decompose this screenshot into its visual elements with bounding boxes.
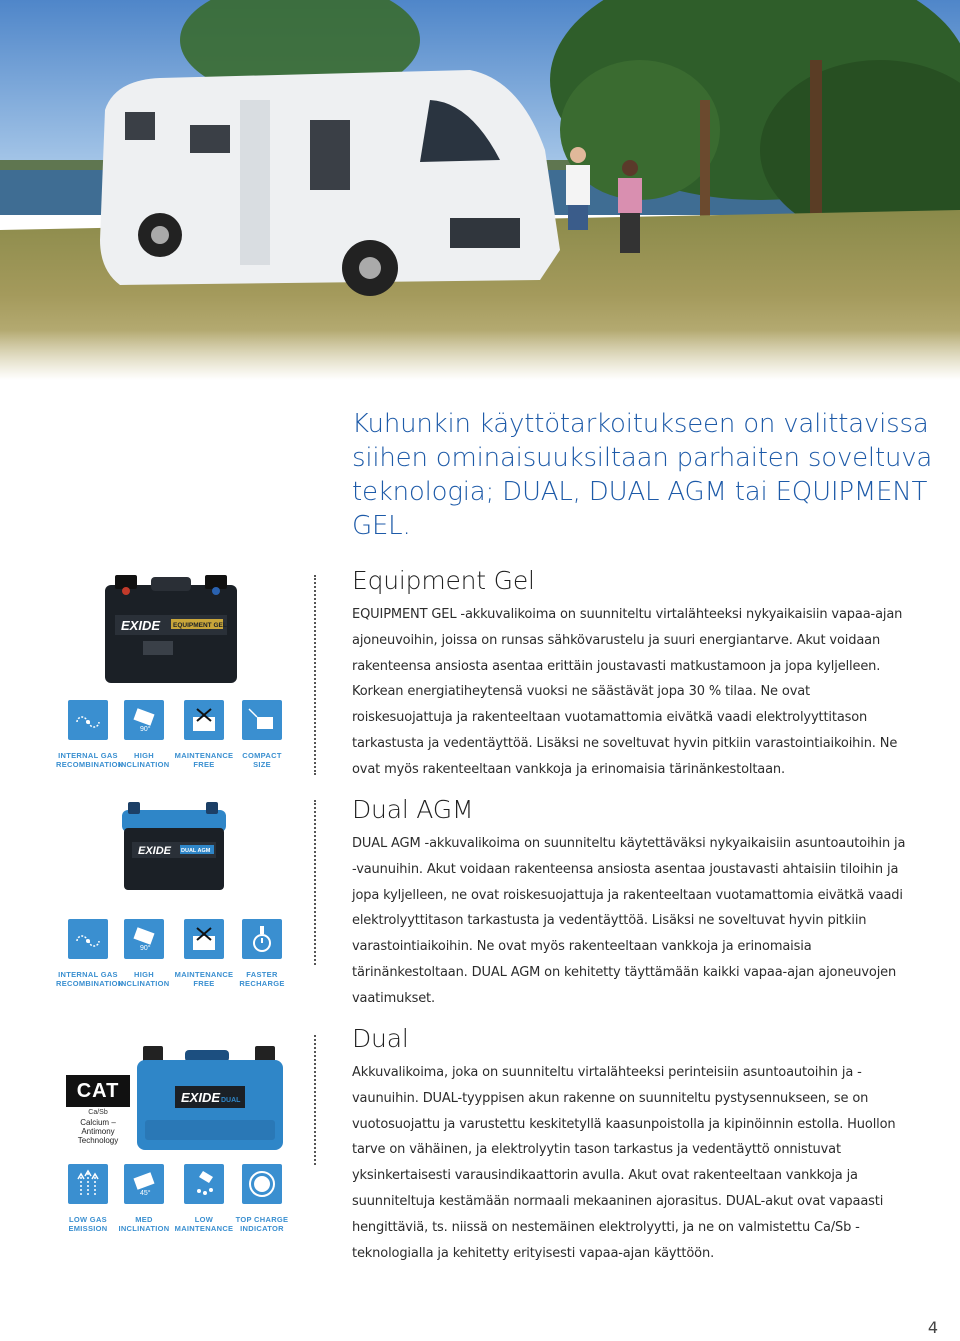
section-dual xyxy=(352,1024,912,1266)
feature-low-maintenance xyxy=(172,1164,236,1233)
divider-equipment-gel xyxy=(314,575,316,775)
battery-model-label: EQUIPMENT GEL xyxy=(173,622,227,629)
fast-recharge-icon xyxy=(242,919,282,959)
low-gas-emission-icon xyxy=(68,1164,108,1204)
feature-med-inclination xyxy=(112,1164,176,1233)
section-equipment-gel xyxy=(352,566,912,783)
feature-label: MAINTENANCE FREE xyxy=(174,970,234,988)
section-title: Dual xyxy=(352,1024,409,1053)
battery-brand: EXIDE xyxy=(181,1090,221,1105)
feature-gas-recombination xyxy=(56,919,124,988)
section-dual-agm xyxy=(352,795,912,1012)
feature-compact-size xyxy=(230,700,294,769)
battery-brand: EXIDE xyxy=(121,618,161,633)
battery-dual xyxy=(135,1040,285,1156)
feature-low-gas-emission xyxy=(56,1164,120,1233)
section-body: Akkuvalikoima, joka on suunniteltu virtalähteeksi perinteisiin asuntoautoihin ja -vaunuihin. DUAL-tyyppisen akun rakenne on suunniteltu pystysennukseen, se on vuotosuojattu ja varustettu keskitetyllä kaasunpoistolla ja kipinöinnin estolla. Huollon tarve on vähäinen, ja elektrolyytin tason tarkastus ja vedentäyttö onnistuvat yksinkertaisesti varausindikaattorin avulla. Akut ovat rakenteeltaan vankkoja ja suunniteltuja kestämään normaali mekaaninen ajorasitus. DUAL-akut ovat vapaasti hengittäviä, ts. niissä on nestemäinen elektrolyytti, ja ne on valmistettu Ca/Sb -teknologialla ja kehitetty erityisesti vapaa-ajan käyttöön. xyxy=(352,1065,896,1261)
top-charge-indicator-icon xyxy=(242,1164,282,1204)
divider-dual-agm xyxy=(314,800,316,965)
svg-text:45°: 45° xyxy=(140,1190,151,1197)
motorhome-scene xyxy=(0,0,960,380)
battery-model-label: DUAL xyxy=(221,1097,241,1104)
feature-label: FASTER RECHARGE xyxy=(239,970,285,988)
feature-maintenance-free xyxy=(172,700,236,769)
feature-label: COMPACT SIZE xyxy=(242,751,282,769)
battery-equipment-gel xyxy=(103,573,239,689)
feature-label: MED INCLINATION xyxy=(118,1215,170,1233)
feature-high-inclination xyxy=(112,700,176,769)
compact-size-icon xyxy=(242,700,282,740)
battery-model-label: DUAL AGM xyxy=(181,848,211,854)
feature-top-charge-indicator xyxy=(230,1164,294,1233)
divider-dual xyxy=(314,1035,316,1165)
hero-photo xyxy=(0,0,960,380)
gas-recombination-icon xyxy=(68,700,108,740)
section-body: DUAL AGM -akkuvalikoima on suunniteltu käytettäväksi nykyaikaisiin asuntoautoihin ja -vaunuihin. Akut voidaan rakenteensa ansiosta asentaa joustavasti ahtaisiin tiloihin ja jopa kyljelleen, ne ovat roiskesuojattuja ja rakenteeltaan vuotamattomia eivätkä vaadi elektrolyyttitason tarkastusta ja vedentäyttöä. Lisäksi ne soveltuvat hyvin pitkiin varastointiaikoihin. Ne ovat myös rakenteeltaan vankkoja ja erinomaisia tärinänkestoltaan. DUAL AGM on kehitetty täyttämään kaikki vapaa-ajan ajoneuvojen vaatimukset. xyxy=(352,836,906,1006)
gas-recombination-icon xyxy=(68,919,108,959)
svg-text:90°: 90° xyxy=(140,726,151,733)
feature-fast-recharge xyxy=(230,919,294,988)
headline: Kuhunkin käyttötarkoitukseen on valittavissa siihen ominaisuuksiltaan parhaiten soveltuva teknologia; DUAL, DUAL AGM tai EQUIPMENT GEL. xyxy=(352,409,933,541)
cat-sub: Ca/Sb xyxy=(88,1109,108,1116)
feature-label: TOP CHARGE INDICATOR xyxy=(235,1215,289,1233)
inclination-icon xyxy=(124,1164,164,1204)
feature-row-dual-agm xyxy=(56,919,296,1014)
low-maintenance-icon xyxy=(184,1164,224,1204)
inclination-icon xyxy=(124,919,164,959)
inclination-icon xyxy=(124,700,164,740)
feature-label: INTERNAL GAS RECOMBINATION xyxy=(56,751,124,769)
feature-gas-recombination xyxy=(56,700,124,769)
section-body: EQUIPMENT GEL -akkuvalikoima on suunniteltu virtalähteeksi nykyaikaisiin vapaa-ajan ajoneuvoihin, joissa on runsas sähkövarustelu ja suuri energiantarve. Akut voidaan rakenteensa ansiosta asentaa erittäin joustavasti matkustamoon ja jopa kyljelleen. Korkean energiatiheytensä vuoksi ne säästävät jopa 30 % tilaa. Ne ovat roiskesuojattuja ja rakenteeltaan vuotamattomia eivätkä vaadi elektrolyyttitason tarkastusta ja vedentäyttöä. Lisäksi ne soveltuvat hyvin pitkiin varastointiaikoihin. Ne ovat myös rakenteeltaan vankkoja ja erinomaisia tärinänkestoltaan. xyxy=(352,607,903,777)
page-number: 4 xyxy=(927,1318,938,1337)
feature-label: HIGH INCLINATION xyxy=(118,970,170,988)
cat-desc: Calcium – Antimony Technology xyxy=(77,1118,119,1145)
section-title: Equipment Gel xyxy=(352,566,535,595)
feature-label: HIGH INCLINATION xyxy=(118,751,170,769)
cat-title: CAT xyxy=(66,1075,130,1107)
feature-high-inclination xyxy=(112,919,176,988)
battery-dual-agm xyxy=(118,800,228,896)
battery-brand: EXIDE xyxy=(138,845,172,857)
svg-text:90°: 90° xyxy=(140,945,151,952)
feature-label: MAINTENANCE FREE xyxy=(174,751,234,769)
feature-maintenance-free xyxy=(172,919,236,988)
section-title: Dual AGM xyxy=(352,795,474,824)
feature-row-equipment-gel xyxy=(56,700,296,795)
cat-badge xyxy=(66,1075,130,1145)
feature-label: LOW GAS EMISSION xyxy=(68,1215,108,1233)
maintenance-free-icon xyxy=(184,700,224,740)
feature-row-dual xyxy=(56,1164,296,1259)
feature-label: LOW MAINTENANCE xyxy=(174,1215,234,1233)
feature-label: INTERNAL GAS RECOMBINATION xyxy=(56,970,124,988)
maintenance-free-icon xyxy=(184,919,224,959)
